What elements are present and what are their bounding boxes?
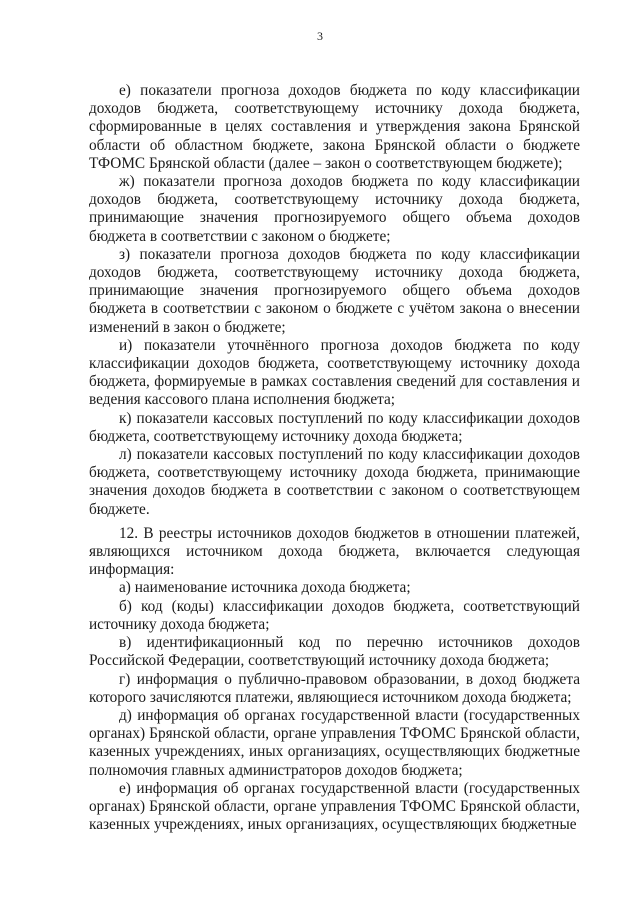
list-item-v: в) идентификационный код по перечню источников доходов Российской Федерации, соответствующий источнику дохода бюджета; xyxy=(89,634,580,670)
section-12-heading: 12. В реестры источников доходов бюджетов в отношении платежей, являющихся источником дохода бюджета, включается следующая информация: xyxy=(89,524,580,579)
paragraph-z: з) показатели прогноза доходов бюджета по коду классификации доходов бюджета, соответствующему источнику дохода бюджета, принимающие значения прогнозируемого общего объема доходов бюджета в соответствии с законом о бюджете с учётом закона о внесении изменений в закон о бюджете; xyxy=(89,245,580,336)
list-item-b: б) код (коды) классификации доходов бюджета, соответствующий источнику дохода бюджета; xyxy=(89,597,580,633)
document-body xyxy=(89,82,580,834)
paragraph-l: л) показатели кассовых поступлений по коду классификации доходов бюджета, соответствующему источнику дохода бюджета, принимающие значения доходов бюджета в соответствии с законом о соответствующем бюджете. xyxy=(89,446,580,518)
paragraph-e: е) показатели прогноза доходов бюджета по коду классификации доходов бюджета, соответствующему источнику дохода бюджета, сформированные в целях составления и утверждения закона Брянской области об областном бюджете, закона Брянской области о бюджете ТФОМС Брянской области (далее – закон о соответствующем бюджете); xyxy=(89,82,580,172)
page-number: 3 xyxy=(317,29,323,43)
list-item-e: е) информация об органах государственной власти (государственных органах) Брянской области, органе управления ТФОМС Брянской области, казенных учреждениях, иных организациях, осуществляющих бюджетные xyxy=(89,779,580,834)
list-item-g: г) информация о публично-правовом образовании, в доход бюджета которого зачисляются платежи, являющиеся источником дохода бюджета; xyxy=(89,670,580,706)
paragraph-k: к) показатели кассовых поступлений по коду классификации доходов бюджета, соответствующему источнику дохода бюджета; xyxy=(89,409,580,445)
list-item-a: а) наименование источника дохода бюджета; xyxy=(119,579,411,597)
paragraph-zh: ж) показатели прогноза доходов бюджета по коду классификации доходов бюджета, соответствующему источнику дохода бюджета, принимающие значения прогнозируемого общего объема доходов бюджета в соответствии с законом о бюджете; xyxy=(89,173,580,245)
paragraph-i: и) показатели уточнённого прогноза доходов бюджета по коду классификации доходов бюджета, соответствующему источнику дохода бюджета, формируемые в рамках составления сведений для составления и ведения кассового плана исполнения бюджета; xyxy=(89,336,580,409)
list-item-d: д) информация об органах государственной власти (государственных органах) Брянской области, органе управления ТФОМС Брянской области, казенных учреждениях, иных организациях, осуществляющих бюджетные полномочия главных администраторов доходов бюджета; xyxy=(89,706,580,779)
